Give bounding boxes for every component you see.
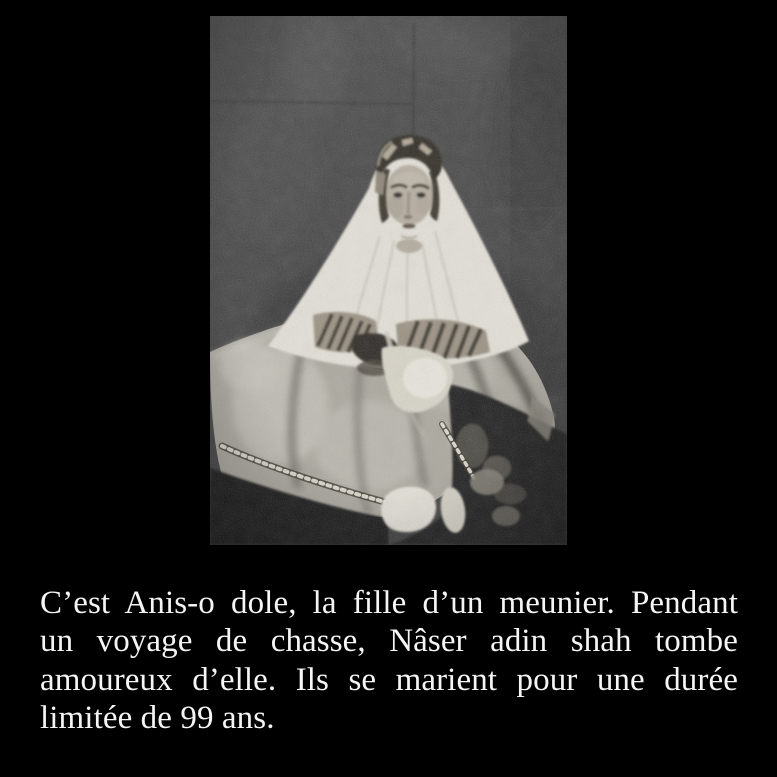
portrait-photo xyxy=(210,16,567,545)
caption-line: C’est Anis-o dole, la fille d’un meunier. Pendant xyxy=(40,585,738,621)
caption-line: un voyage de chasse, Nâser adin shah tombe xyxy=(40,623,738,660)
caption-line: amoureux d’elle. Ils se marient pour une durée xyxy=(40,661,738,698)
vignette xyxy=(210,16,567,545)
portrait-photo-art xyxy=(210,16,567,545)
caption xyxy=(40,584,738,738)
caption-line: limitée de 99 ans. xyxy=(40,700,275,737)
